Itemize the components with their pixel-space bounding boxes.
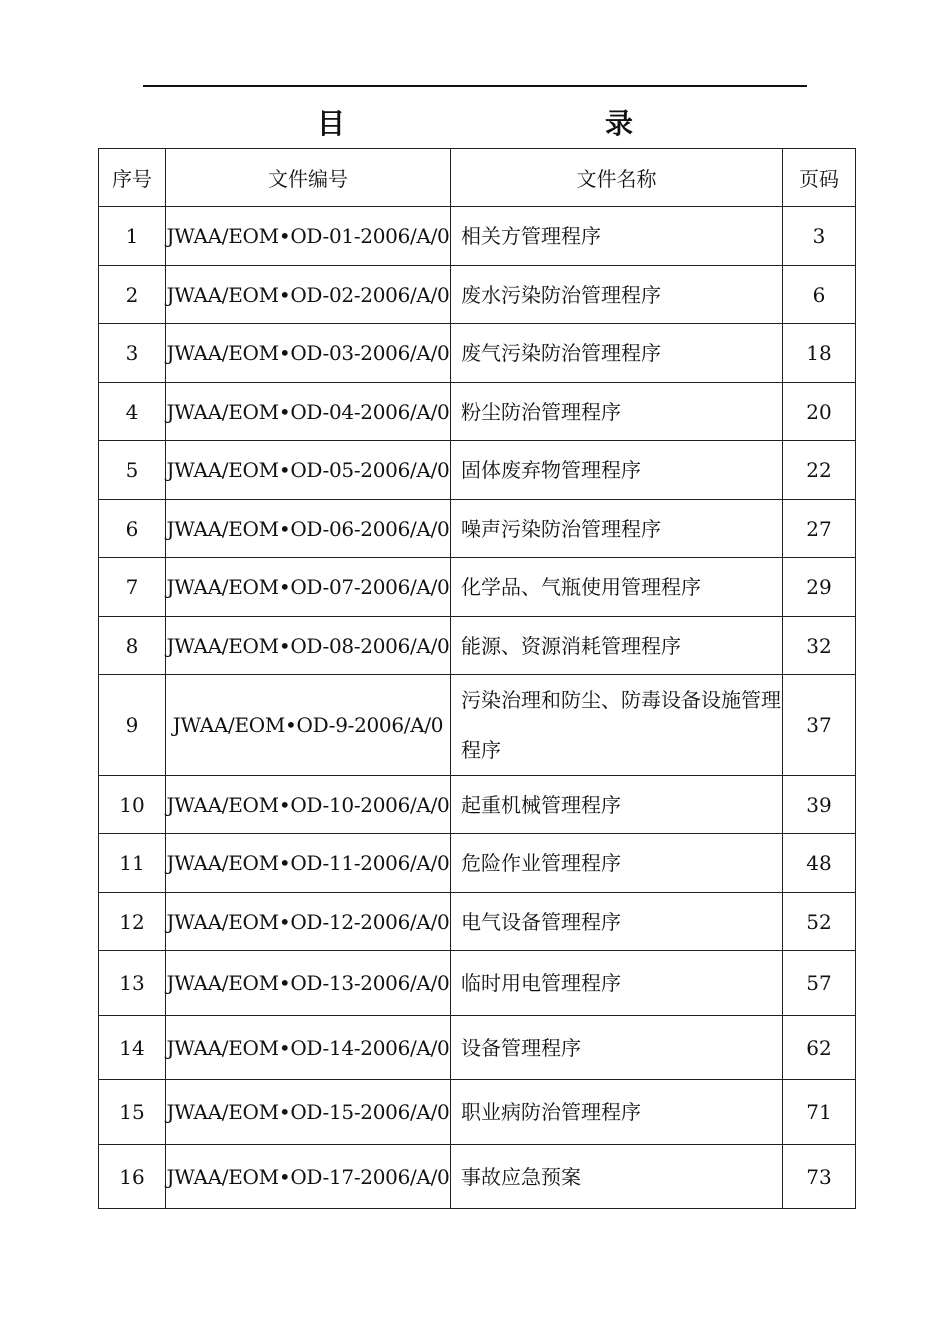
toc-body [99, 207, 856, 1209]
row-seq: 9 [99, 675, 166, 776]
row-file-code: JWAA/EOM•OD-9-2006/A/0 [166, 675, 451, 776]
table-row [99, 441, 856, 500]
row-file-code: JWAA/EOM•OD-05-2006/A/0 [166, 441, 451, 500]
table-row [99, 1016, 856, 1080]
toc-table [98, 148, 856, 1209]
row-seq: 3 [99, 324, 166, 383]
row-file-name: 相关方管理程序 [451, 207, 783, 266]
row-seq: 2 [99, 266, 166, 324]
row-file-name: 废气污染防治管理程序 [451, 324, 783, 383]
row-file-name: 职业病防治管理程序 [451, 1080, 783, 1145]
row-page-number: 71 [783, 1080, 856, 1145]
table-row [99, 617, 856, 675]
row-seq: 13 [99, 951, 166, 1016]
row-page-number: 6 [783, 266, 856, 324]
table-row [99, 207, 856, 266]
header-rule [143, 85, 807, 87]
row-page-number: 48 [783, 834, 856, 893]
row-seq: 4 [99, 383, 166, 441]
table-row [99, 893, 856, 951]
table-row [99, 1145, 856, 1209]
page-title: 目 录 [316, 107, 701, 140]
row-file-name: 起重机械管理程序 [451, 776, 783, 834]
header-code: 文件编号 [166, 149, 451, 207]
row-page-number: 18 [783, 324, 856, 383]
header-page: 页码 [783, 149, 856, 207]
row-file-code: JWAA/EOM•OD-13-2006/A/0 [166, 951, 451, 1016]
table-row [99, 675, 856, 776]
row-file-code: JWAA/EOM•OD-10-2006/A/0 [166, 776, 451, 834]
row-seq: 14 [99, 1016, 166, 1080]
row-file-name: 粉尘防治管理程序 [451, 383, 783, 441]
table-row [99, 558, 856, 617]
row-seq: 1 [99, 207, 166, 266]
table-row [99, 834, 856, 893]
row-page-number: 32 [783, 617, 856, 675]
row-file-code: JWAA/EOM•OD-12-2006/A/0 [166, 893, 451, 951]
row-page-number: 52 [783, 893, 856, 951]
row-page-number: 57 [783, 951, 856, 1016]
row-file-code: JWAA/EOM•OD-17-2006/A/0 [166, 1145, 451, 1209]
row-seq: 6 [99, 500, 166, 558]
row-file-code: JWAA/EOM•OD-06-2006/A/0 [166, 500, 451, 558]
row-file-code: JWAA/EOM•OD-14-2006/A/0 [166, 1016, 451, 1080]
row-file-code: JWAA/EOM•OD-07-2006/A/0 [166, 558, 451, 617]
row-page-number: 22 [783, 441, 856, 500]
row-seq: 11 [99, 834, 166, 893]
row-file-code: JWAA/EOM•OD-15-2006/A/0 [166, 1080, 451, 1145]
row-file-name: 能源、资源消耗管理程序 [451, 617, 783, 675]
row-page-number: 20 [783, 383, 856, 441]
row-file-code: JWAA/EOM•OD-08-2006/A/0 [166, 617, 451, 675]
row-file-code: JWAA/EOM•OD-02-2006/A/0 [166, 266, 451, 324]
row-page-number: 62 [783, 1016, 856, 1080]
row-file-name: 噪声污染防治管理程序 [451, 500, 783, 558]
row-file-name: 化学品、气瓶使用管理程序 [451, 558, 783, 617]
table-row [99, 951, 856, 1016]
row-page-number: 37 [783, 675, 856, 776]
row-file-name: 危险作业管理程序 [451, 834, 783, 893]
table-row [99, 500, 856, 558]
row-page-number: 3 [783, 207, 856, 266]
header-name: 文件名称 [451, 149, 783, 207]
row-file-name: 临时用电管理程序 [451, 951, 783, 1016]
row-page-number: 27 [783, 500, 856, 558]
row-seq: 5 [99, 441, 166, 500]
row-seq: 7 [99, 558, 166, 617]
row-file-name: 污染治理和防尘、防毒设备设施管理程序 [451, 675, 783, 776]
row-page-number: 73 [783, 1145, 856, 1209]
row-file-code: JWAA/EOM•OD-04-2006/A/0 [166, 383, 451, 441]
row-seq: 12 [99, 893, 166, 951]
header-seq: 序号 [99, 149, 166, 207]
table-row [99, 776, 856, 834]
row-file-name: 事故应急预案 [451, 1145, 783, 1209]
row-seq: 10 [99, 776, 166, 834]
table-row [99, 324, 856, 383]
row-file-code: JWAA/EOM•OD-01-2006/A/0 [166, 207, 451, 266]
row-file-name: 电气设备管理程序 [451, 893, 783, 951]
row-file-name: 固体废弃物管理程序 [451, 441, 783, 500]
table-row [99, 383, 856, 441]
row-file-code: JWAA/EOM•OD-11-2006/A/0 [166, 834, 451, 893]
row-seq: 8 [99, 617, 166, 675]
row-page-number: 29 [783, 558, 856, 617]
row-seq: 16 [99, 1145, 166, 1209]
row-page-number: 39 [783, 776, 856, 834]
row-file-name: 设备管理程序 [451, 1016, 783, 1080]
row-seq: 15 [99, 1080, 166, 1145]
table-header-row [99, 149, 856, 207]
table-row [99, 1080, 856, 1145]
table-row [99, 266, 856, 324]
row-file-name: 废水污染防治管理程序 [451, 266, 783, 324]
row-file-code: JWAA/EOM•OD-03-2006/A/0 [166, 324, 451, 383]
